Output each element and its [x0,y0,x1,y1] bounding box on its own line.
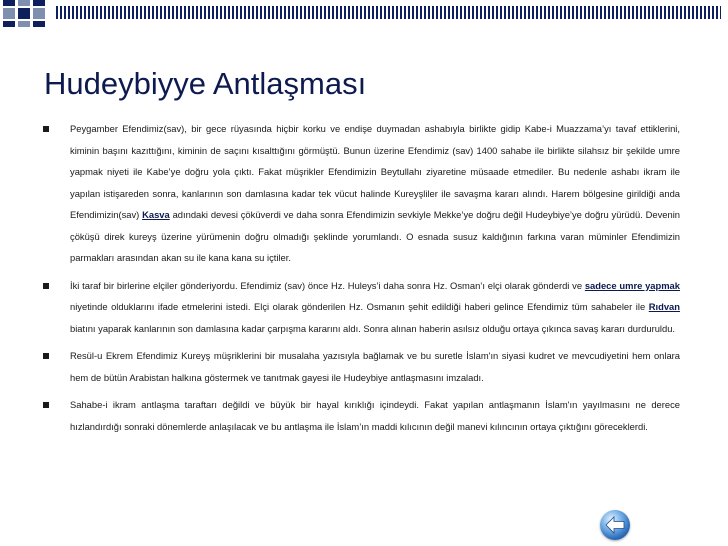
header-decoration [0,0,728,28]
bullet-text [70,394,680,437]
text-segment: adındaki devesi çöküverdi ve daha sonra Efendimizin sevkiyle Mekke’ye doğru değil Hudeybiye’ye doğru yürüdü. Devenin çöküşü direk kureyş üzerine yürümenin doğru olmadığı şeklinde yorumlandı. O esnada susuz kaldığının farkına varan müminler Efendimizin parmakları arasından akan su ile kana kana su içtiler. [70,209,680,263]
bullet-text [70,345,680,388]
text-segment: İki taraf bir birlerine elçiler gönderiyordu. Efendimiz (sav) önce Hz. Huleys’i daha sonra Hz. Osman’ı elçi olarak gönderdi ve [70,279,585,291]
bullet-item [40,345,680,388]
back-arrow-icon [605,516,625,534]
highlight-sadece-umre-yapmak: sadece umre yapmak [584,279,680,291]
bullet-item [40,394,680,437]
bullet-text [70,275,680,340]
highlight-ridvan: Rıdvan [648,301,680,312]
text-segment: biatını yaparak kanlarının son damlasına kadar çarpışma kararını aldı. Sonra alınan haberin asılsız olduğu ortaya çıkınca savaş kararı durduruldu. [70,322,676,334]
bullet-text [70,118,680,269]
text-segment: Resül-u Ekrem Efendimiz Kureyş müşriklerini bir musalaha yazısıyla bağlamak ve bu suretle İslam'ın siyasi kudret ve mevcudiyetini hem onlara hem de bütün Arabistan halkına göstermek ve tanıtmak gayesi ile Hudeybiye antlaşmasını imzaladı. [70,350,680,383]
bullet-square-icon [43,283,49,289]
bullet-list [40,118,680,437]
header-squares [0,0,60,28]
bullet-item [40,275,680,340]
slide-title: Hudeybiyye Antlaşması [44,66,367,101]
bullet-square-icon [43,126,49,132]
text-segment: Peygamber Efendimiz(sav), bir gece rüyasında hiçbir korku ve endişe duymadan ashabıyla birlikte gidip Kabe-i Muazzama’yı tavaf ettiklerini, kiminin başını kazıttığını, kiminin de saçını kısalttığını görmüştü. Bunun üzerine Efendimiz (sav) 1400 sahabe ile birlikte silahsız bir şekilde umre yapmak niyeti ile Kabe’ye doğru yola çıktı. Fakat müşrikler Efendimizin Beytullahı ziyaretine müsaade etmediler. Bu nedenle ashabı ikram ile yapılan istişareden sonra, kanlarının son damlasına kadar tek vücut halinde Kureyşliler ile savaşma kararı alındı. Harem bölgesine girildiği anda Efendimizin(sav) [70,123,680,220]
text-segment: niyetinde olduklarını ifade etmelerini istedi. Elçi olarak gönderilen Hz. Osmanın şehit edildiği haberi gelince Efendimiz tüm sahabeler ile [70,301,649,312]
back-button[interactable] [600,510,630,540]
bullet-item [40,118,680,269]
bullet-square-icon [43,402,49,408]
text-segment: Sahabe-i ikram antlaşma taraftarı değildi ve büyük bir hayal kırıklığı içindeydi. Fakat yapılan antlaşmanın İslam'ın yayılmasını ne derece hızlandırdığı sonraki dönemlerde anlaşılacak ve bu antlaşma ile İslam’ın maddi kılıcının değil manevi kılıncının ortaya çıktığını göreceklerdi. [70,399,680,432]
bullet-square-icon [43,353,49,359]
header-stripes [56,6,721,19]
highlight-kasva: Kasva [142,209,170,220]
